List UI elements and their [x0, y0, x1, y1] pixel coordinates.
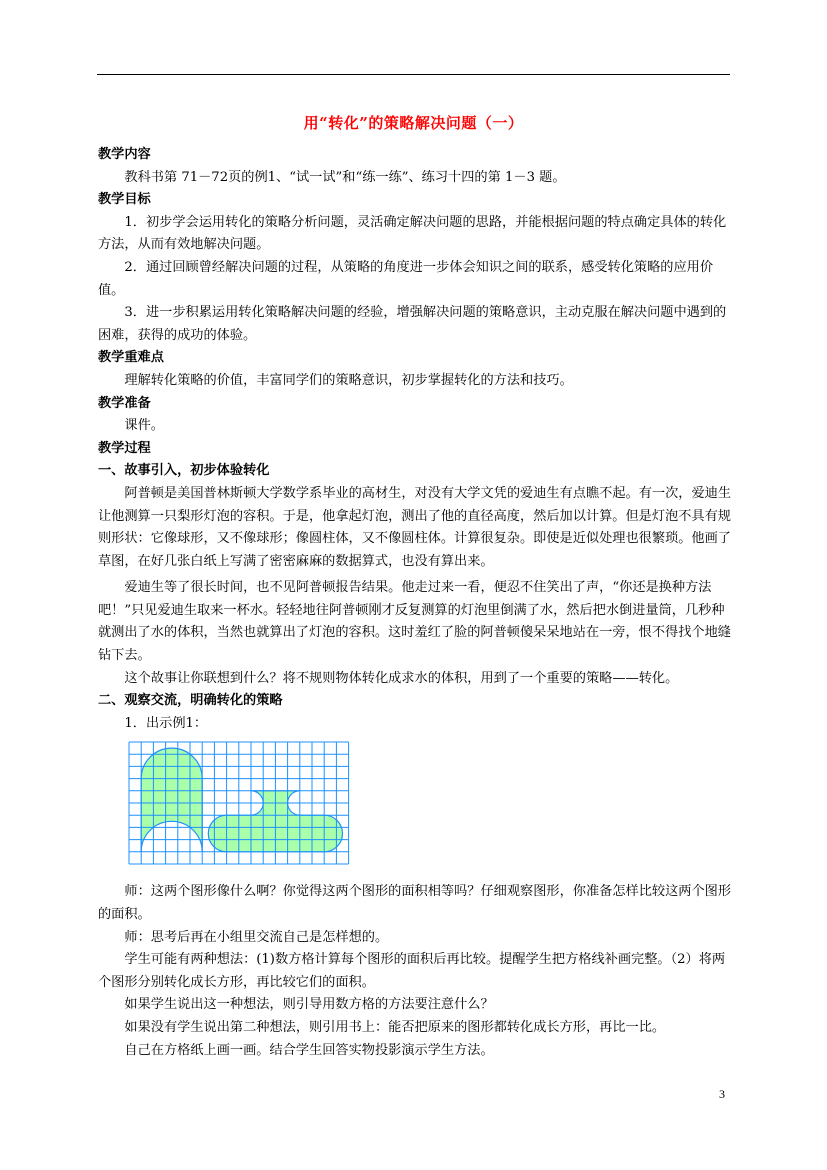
paragraph: 课件。 [124, 418, 164, 434]
paragraph: 1．初步学会运用转化的策略分析问题，灵活确定解决问题的思路，并能根据问题的特点确定具体的转化方法，从而有效地解决问题。 [98, 214, 727, 253]
paragraph: 如果学生说出这一种想法，则引导用数方格的方法要注意什么？ [124, 997, 494, 1013]
document-title: 用“转化”的策略解决问题（一） [303, 114, 524, 132]
arch-shape [141, 749, 202, 853]
subsection-heading: 二、观察交流，明确转化的策略 [98, 693, 283, 709]
paragraph: 如果没有学生说出第二种想法，则引用书上：能否把原来的图形都转化成长方形，再比一比。 [124, 1020, 666, 1035]
paragraph: 1．出示例1： [124, 715, 208, 731]
section-heading: 教学重难点 [98, 350, 164, 366]
section-heading: 教学准备 [98, 395, 151, 411]
paragraph: 自己在方格纸上画一画。结合学生回答实物投影演示学生方法。 [124, 1042, 494, 1058]
grid-figure [128, 741, 352, 875]
paragraph: 教科书第 71－72页的例1、“试一试”和“练一练”、练习十四的第 1－3 题。 [124, 169, 566, 185]
section-heading: 教学目标 [98, 192, 151, 208]
subsection-heading: 一、故事引入，初步体验转化 [98, 463, 270, 479]
paragraph: 2．通过回顾曾经解决问题的过程，从策略的角度进一步体会知识之间的联系，感受转化策略的应用价值。 [98, 259, 714, 298]
paragraph: 师：这两个图形像什么啊？你觉得这两个图形的面积相等吗？仔细观察图形，你准备怎样比较这两个图形的面积。 [98, 884, 732, 923]
paragraph: 师：思考后再在小组里交流自己是怎样想的。 [124, 929, 389, 945]
paragraph: 这个故事让你联想到什么？将不规则物体转化成求水的体积，用到了一个重要的策略——转化。 [124, 670, 679, 686]
header-rule [97, 74, 730, 75]
paragraph: 爱迪生等了很长时间，也不见阿普顿报告结果。他走过来一看，便忍不住笑出了声，“你还是换种方法吧！”只见爱迪生取来一杯水。轻轻地往阿普顿刚才反复测算的灯泡里倒满了水，然后把水倒进量筒，几秒种就测出了水的体积，当然也就算出了灯泡的容积。这时羞红了脸的阿普顿傻呆呆地站在一旁，恨不得找个地缝钻下去。 [98, 580, 731, 664]
section-heading: 教学内容 [98, 147, 151, 162]
paragraph: 阿普顿是美国普林斯顿大学数学系毕业的高材生，对没有大学文凭的爱迪生有点瞧不起。有一次，爱迪生让他测算一只梨形灯泡的容积。于是，他拿起灯泡，测出了他的直径高度，然后加以计算。但是灯泡不具有规则形状：它像球形，又不像球形；像圆柱体，又不像圆柱体。计算很复杂。即使是近似处理也很繁琐。他画了草图，在好几张白纸上写满了密密麻麻的数据算式，也没有算出来。 [98, 485, 732, 569]
paragraph: 理解转化策略的价值，丰富同学们的策略意识，初步掌握转化的方法和技巧。 [124, 372, 573, 388]
document-body [98, 144, 731, 1062]
paragraph: 3．进一步积累运用转化策略解决问题的经验，增强解决问题的策略意识，主动克服在解决问题中遇到的困难，获得的成功的体验。 [98, 305, 727, 343]
paragraph: 学生可能有两种想法：(1)数方格计算每个图形的面积后再比较。提醒学生把方格线补画完整。（2）将两个图形分别转化成长方形，再比较它们的面积。 [98, 952, 726, 990]
example-figure [98, 741, 731, 877]
page-number: 3 [719, 1087, 725, 1101]
section-heading: 教学过程 [98, 440, 151, 456]
